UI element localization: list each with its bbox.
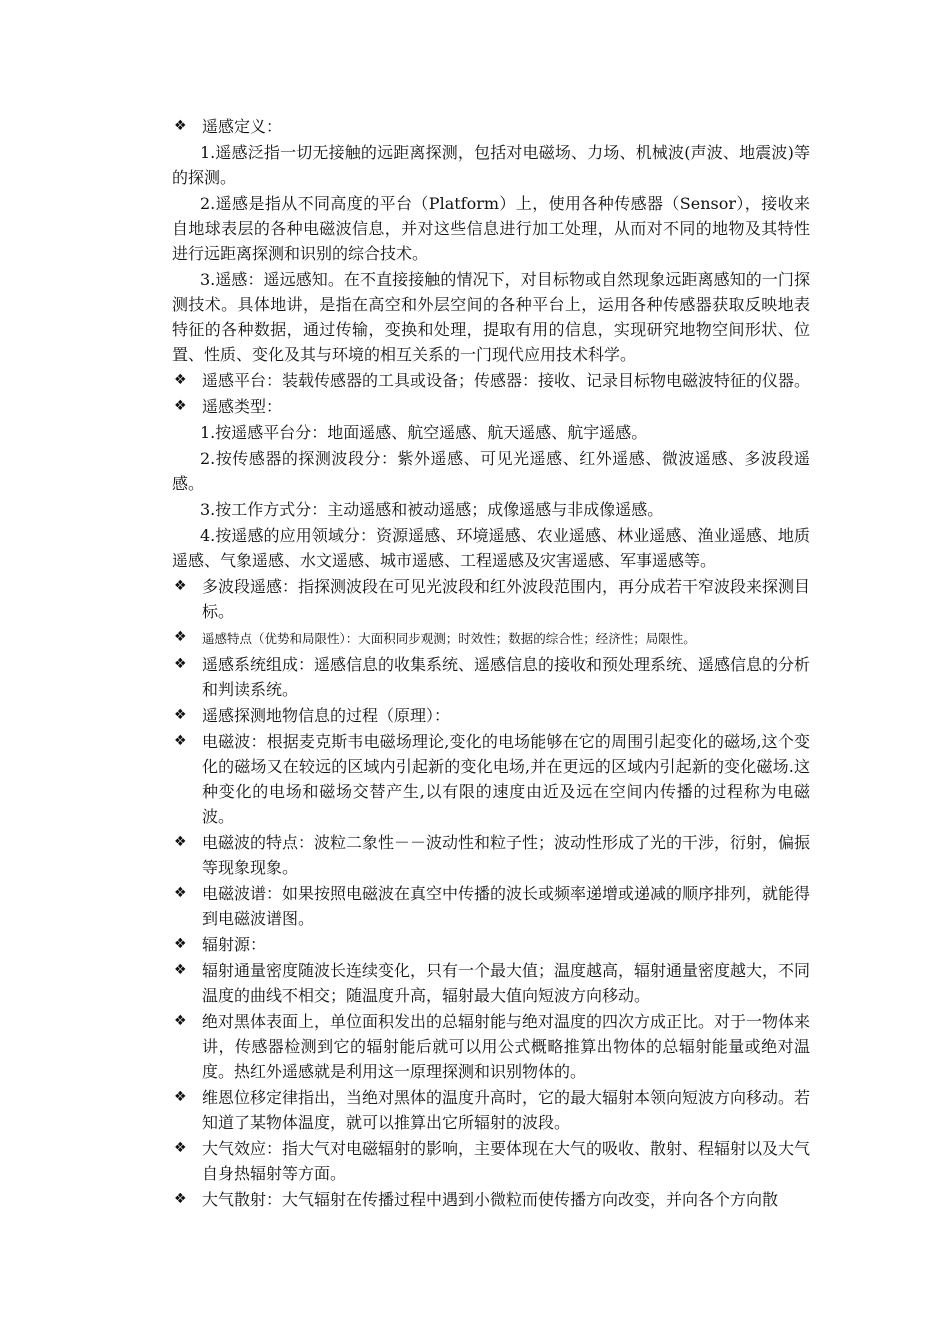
bullet-item (172, 1136, 810, 1186)
bullet-item (172, 1085, 810, 1135)
bullet-text: 遥感特点（优势和局限性）：大面积同步观测；时效性；数据的综合性；经济性；局限性。 (202, 631, 696, 646)
bullet-diamond-icon: ❖ (174, 656, 187, 672)
bullet-item (172, 625, 810, 651)
bullet-diamond-icon: ❖ (174, 1089, 187, 1105)
bullet-text: 电磁波：根据麦克斯韦电磁场理论,变化的电场能够在它的周围引起变化的磁场,这个变化的磁场又在较远的区域内引起新的变化电场,并在更远的区域内引起新的变化磁场.这种变化的电场和磁场交替产生,以有限的速度由近及远在空间内传播的过程称为电磁波。 (202, 732, 810, 826)
bullet-diamond-icon: ❖ (174, 578, 187, 594)
bullet-text: 辐射通量密度随波长连续变化，只有一个最大值；温度越高，辐射通量密度越大，不同温度的曲线不相交；随温度升高，辐射最大值向短波方向移动。 (202, 961, 811, 1005)
bullet-diamond-icon: ❖ (174, 372, 187, 388)
bullet-diamond-icon: ❖ (174, 629, 187, 645)
paragraph: 3.按工作方式分：主动遥感和被动遥感；成像遥感与非成像遥感。 (200, 500, 664, 519)
bullet-item (172, 652, 810, 702)
bullet-diamond-icon: ❖ (174, 118, 187, 134)
paragraph: 4.按遥感的应用领域分：资源遥感、环境遥感、农业遥感、林业遥感、渔业遥感、地质遥感、气象遥感、水文遥感、城市遥感、工程遥感及灾害遥感、军事遥感等。 (172, 526, 810, 570)
bullet-diamond-icon: ❖ (174, 885, 187, 901)
bullet-diamond-icon: ❖ (174, 936, 187, 952)
bullet-item (172, 368, 810, 393)
bullet-item (172, 394, 810, 419)
bullet-diamond-icon: ❖ (174, 962, 187, 978)
paragraph: 2.遥感是指从不同高度的平台（Platform）上，使用各种传感器（Sensor），接收来自地球表层的各种电磁波信息，并对这些信息进行加工处理，从而对不同的地物及其特性进行远距离探测和识别的综合技术。 (172, 194, 810, 263)
bullet-item (172, 958, 810, 1008)
bullet-item (172, 114, 810, 139)
paragraph: 2.按传感器的探测波段分：紫外遥感、可见光遥感、红外遥感、微波遥感、多波段遥感。 (172, 449, 810, 493)
bullet-diamond-icon: ❖ (174, 1013, 187, 1029)
bullet-diamond-icon: ❖ (174, 1191, 187, 1207)
bullet-text: 绝对黑体表面上，单位面积发出的总辐射能与绝对温度的四次方成正比。对于一物体来讲，传感器检测到它的辐射能后就可以用公式概略推算出物体的总辐射能量或绝对温度。热红外遥感就是利用这一原理探测和识别物体的。 (202, 1012, 811, 1081)
paragraph: 1.按遥感平台分：地面遥感、航空遥感、航天遥感、航宇遥感。 (200, 423, 648, 442)
bullet-item (172, 932, 810, 957)
bullet-text: 电磁波谱：如果按照电磁波在真空中传播的波长或频率递增或递减的顺序排列，就能得到电磁波谱图。 (202, 884, 811, 928)
bullet-text: 遥感类型： (202, 397, 283, 416)
paragraph: 3.遥感：遥远感知。在不直接接触的情况下，对目标物或自然现象远距离感知的一门探测技术。具体地讲，是指在高空和外层空间的各种平台上，运用各种传感器获取反映地表特征的各种数据，通过传输，变换和处理，提取有用的信息，实现研究地物空间形状、位置、性质、变化及其与环境的相互关系的一门现代应用技术科学。 (172, 270, 810, 364)
bullet-item (172, 830, 810, 880)
bullet-text: 电磁波的特点：波粒二象性－－波动性和粒子性；波动性形成了光的干涉，衍射，偏振等现象现象。 (202, 833, 811, 877)
bullet-text: 大气散射：大气辐射在传播过程中遇到小微粒而使传播方向改变，并向各个方向散 (202, 1190, 779, 1209)
bullet-text: 多波段遥感：指探测波段在可见光波段和红外波段范围内，再分成若干窄波段来探测目标。 (202, 577, 811, 621)
bullet-diamond-icon: ❖ (174, 834, 187, 850)
bullet-item (172, 1187, 810, 1212)
bullet-item (172, 881, 810, 931)
bullet-text: 遥感探测地物信息的过程（原理）： (202, 706, 451, 725)
bullet-item (172, 1009, 810, 1084)
bullet-diamond-icon: ❖ (174, 707, 187, 723)
bullet-text: 辐射源： (202, 935, 267, 954)
bullet-diamond-icon: ❖ (174, 398, 187, 414)
bullet-text: 遥感平台：装载传感器的工具或设备；传感器：接收、记录目标物电磁波特征的仪器。 (202, 371, 811, 390)
bullet-diamond-icon: ❖ (174, 1140, 187, 1156)
bullet-diamond-icon: ❖ (174, 733, 187, 749)
paragraph: 1.遥感泛指一切无接触的远距离探测，包括对电磁场、力场、机械波(声波、地震波)等的探测。 (172, 143, 810, 187)
bullet-text: 大气效应：指大气对电磁辐射的影响，主要体现在大气的吸收、散射、程辐射以及大气自身热辐射等方面。 (202, 1139, 811, 1183)
bullet-text: 维恩位移定律指出，当绝对黑体的温度升高时，它的最大辐射本领向短波方向移动。若知道了某物体温度，就可以推算出它所辐射的波段。 (202, 1088, 811, 1132)
bullet-item (172, 574, 810, 624)
bullet-text: 遥感系统组成：遥感信息的收集系统、遥感信息的接收和预处理系统、遥感信息的分析和判读系统。 (202, 655, 811, 699)
bullet-text: 遥感定义： (202, 117, 283, 136)
bullet-item (172, 703, 810, 728)
bullet-item (172, 729, 810, 829)
